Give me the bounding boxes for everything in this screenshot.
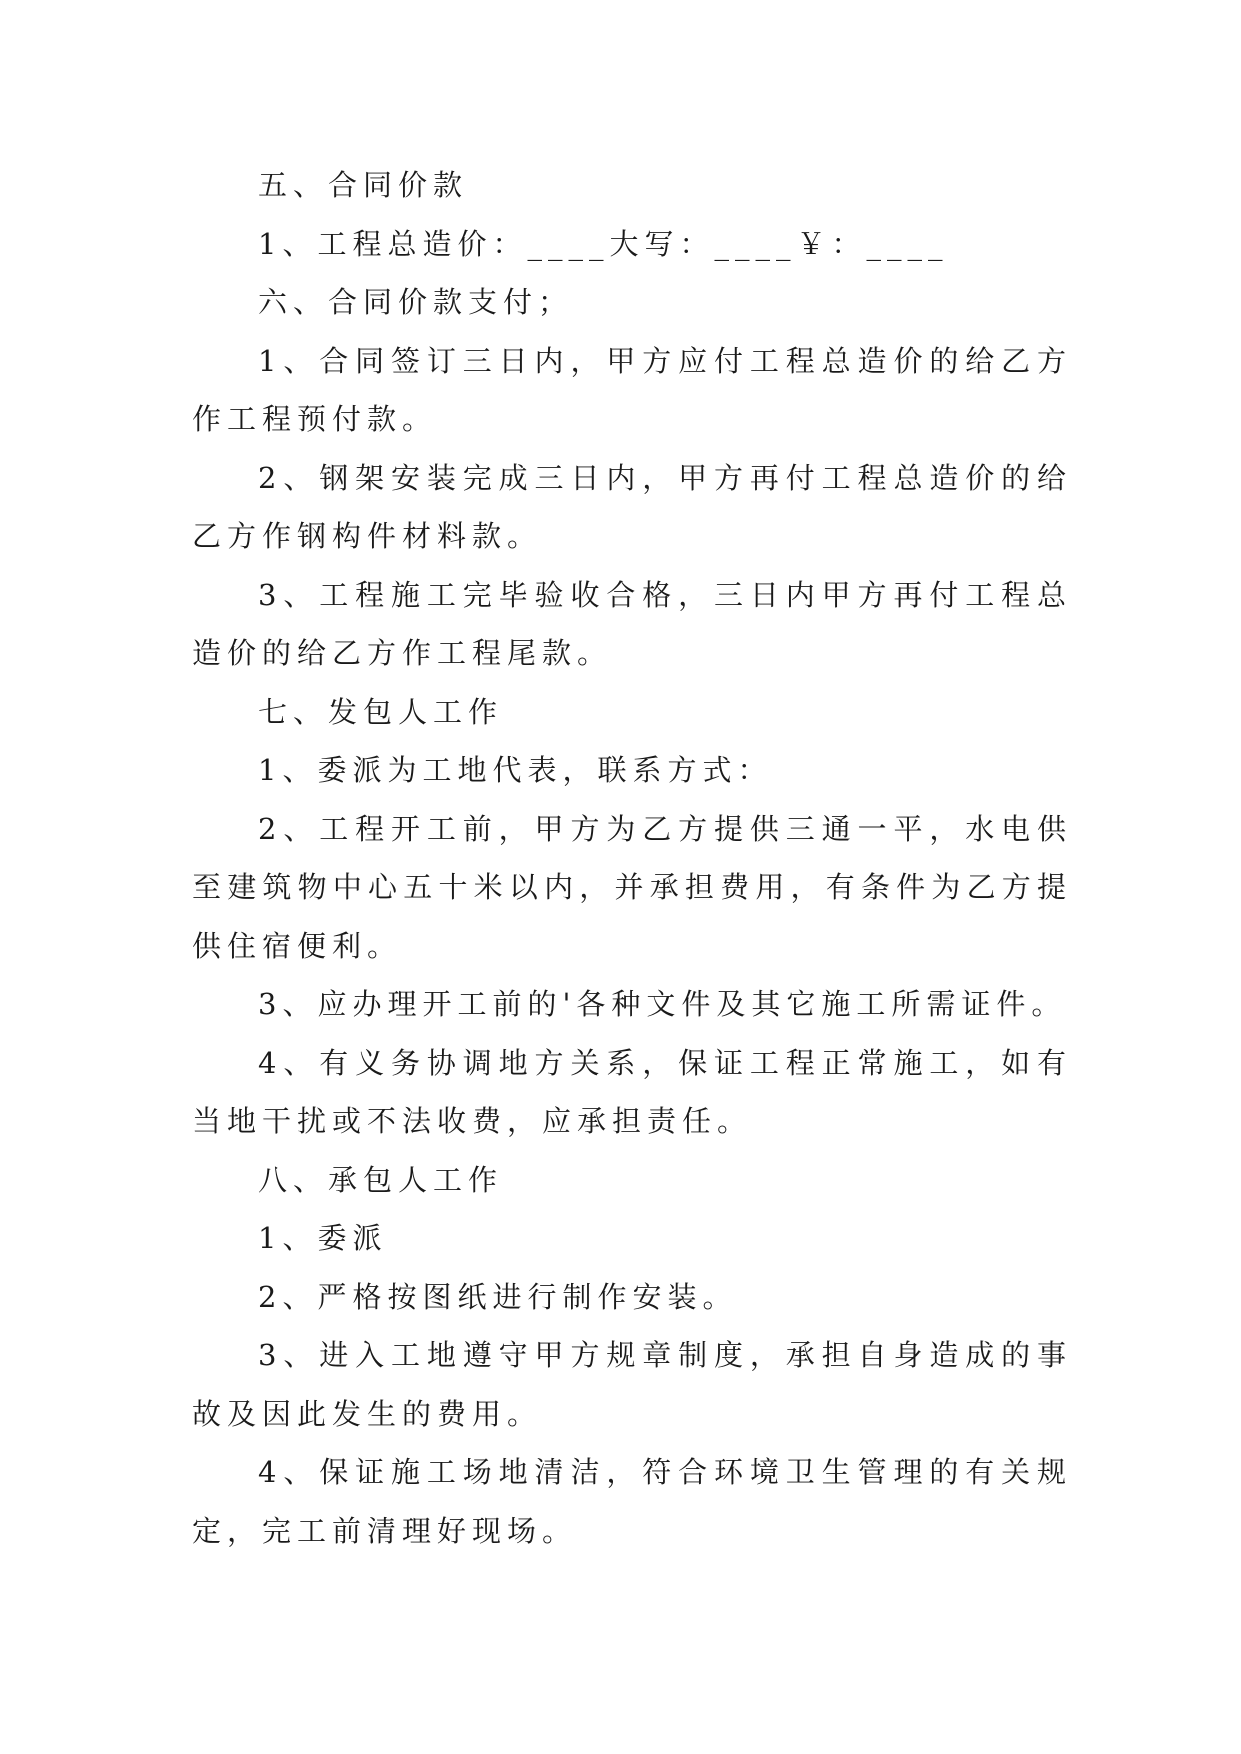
employer-clause-1: 1、委派为工地代表，联系方式：	[258, 753, 773, 787]
payment-clause-3: 3、工程施工完毕验收合格，三日内甲方再付工程总造价的给乙方作工程尾款。	[192, 577, 1072, 670]
contractor-clause-1: 1、委派	[258, 1221, 388, 1255]
section-heading-contract-price: 五、合同价款	[258, 168, 469, 202]
section-heading-contractor-duties: 八、承包人工作	[258, 1162, 504, 1197]
contractor-clause-4: 4、保证施工场地清洁，符合环境卫生管理的有关规定，完工前清理好现场。	[192, 1455, 1072, 1548]
payment-clause-1: 1、合同签订三日内，甲方应付工程总造价的给乙方作工程预付款。	[192, 343, 1072, 436]
employer-clause-4: 4、有义务协调地方关系，保证工程正常施工，如有当地干扰或不法收费，应承担责任。	[192, 1045, 1072, 1138]
payment-clause-2: 2、钢架安装完成三日内，甲方再付工程总造价的给乙方作钢构件材料款。	[192, 460, 1072, 553]
document-body	[192, 156, 1072, 1560]
contractor-clause-2: 2、严格按图纸进行制作安装。	[258, 1279, 738, 1314]
section-heading-payment: 六、合同价款支付；	[258, 285, 574, 319]
contractor-clause-3: 3、进入工地遵守甲方规章制度，承担自身造成的事故及因此发生的费用。	[192, 1338, 1072, 1431]
section-heading-employer-duties: 七、发包人工作	[258, 694, 504, 729]
employer-clause-3: 3、应办理开工前的'各种文件及其它施工所需证件。	[258, 987, 1067, 1021]
employer-clause-2: 2、工程开工前，甲方为乙方提供三通一平，水电供至建筑物中心五十米以内，并承担费用，有条件为乙方提供住宿便利。	[192, 811, 1072, 963]
total-cost-line: 1、工程总造价：____大写：____￥：____	[258, 226, 949, 261]
